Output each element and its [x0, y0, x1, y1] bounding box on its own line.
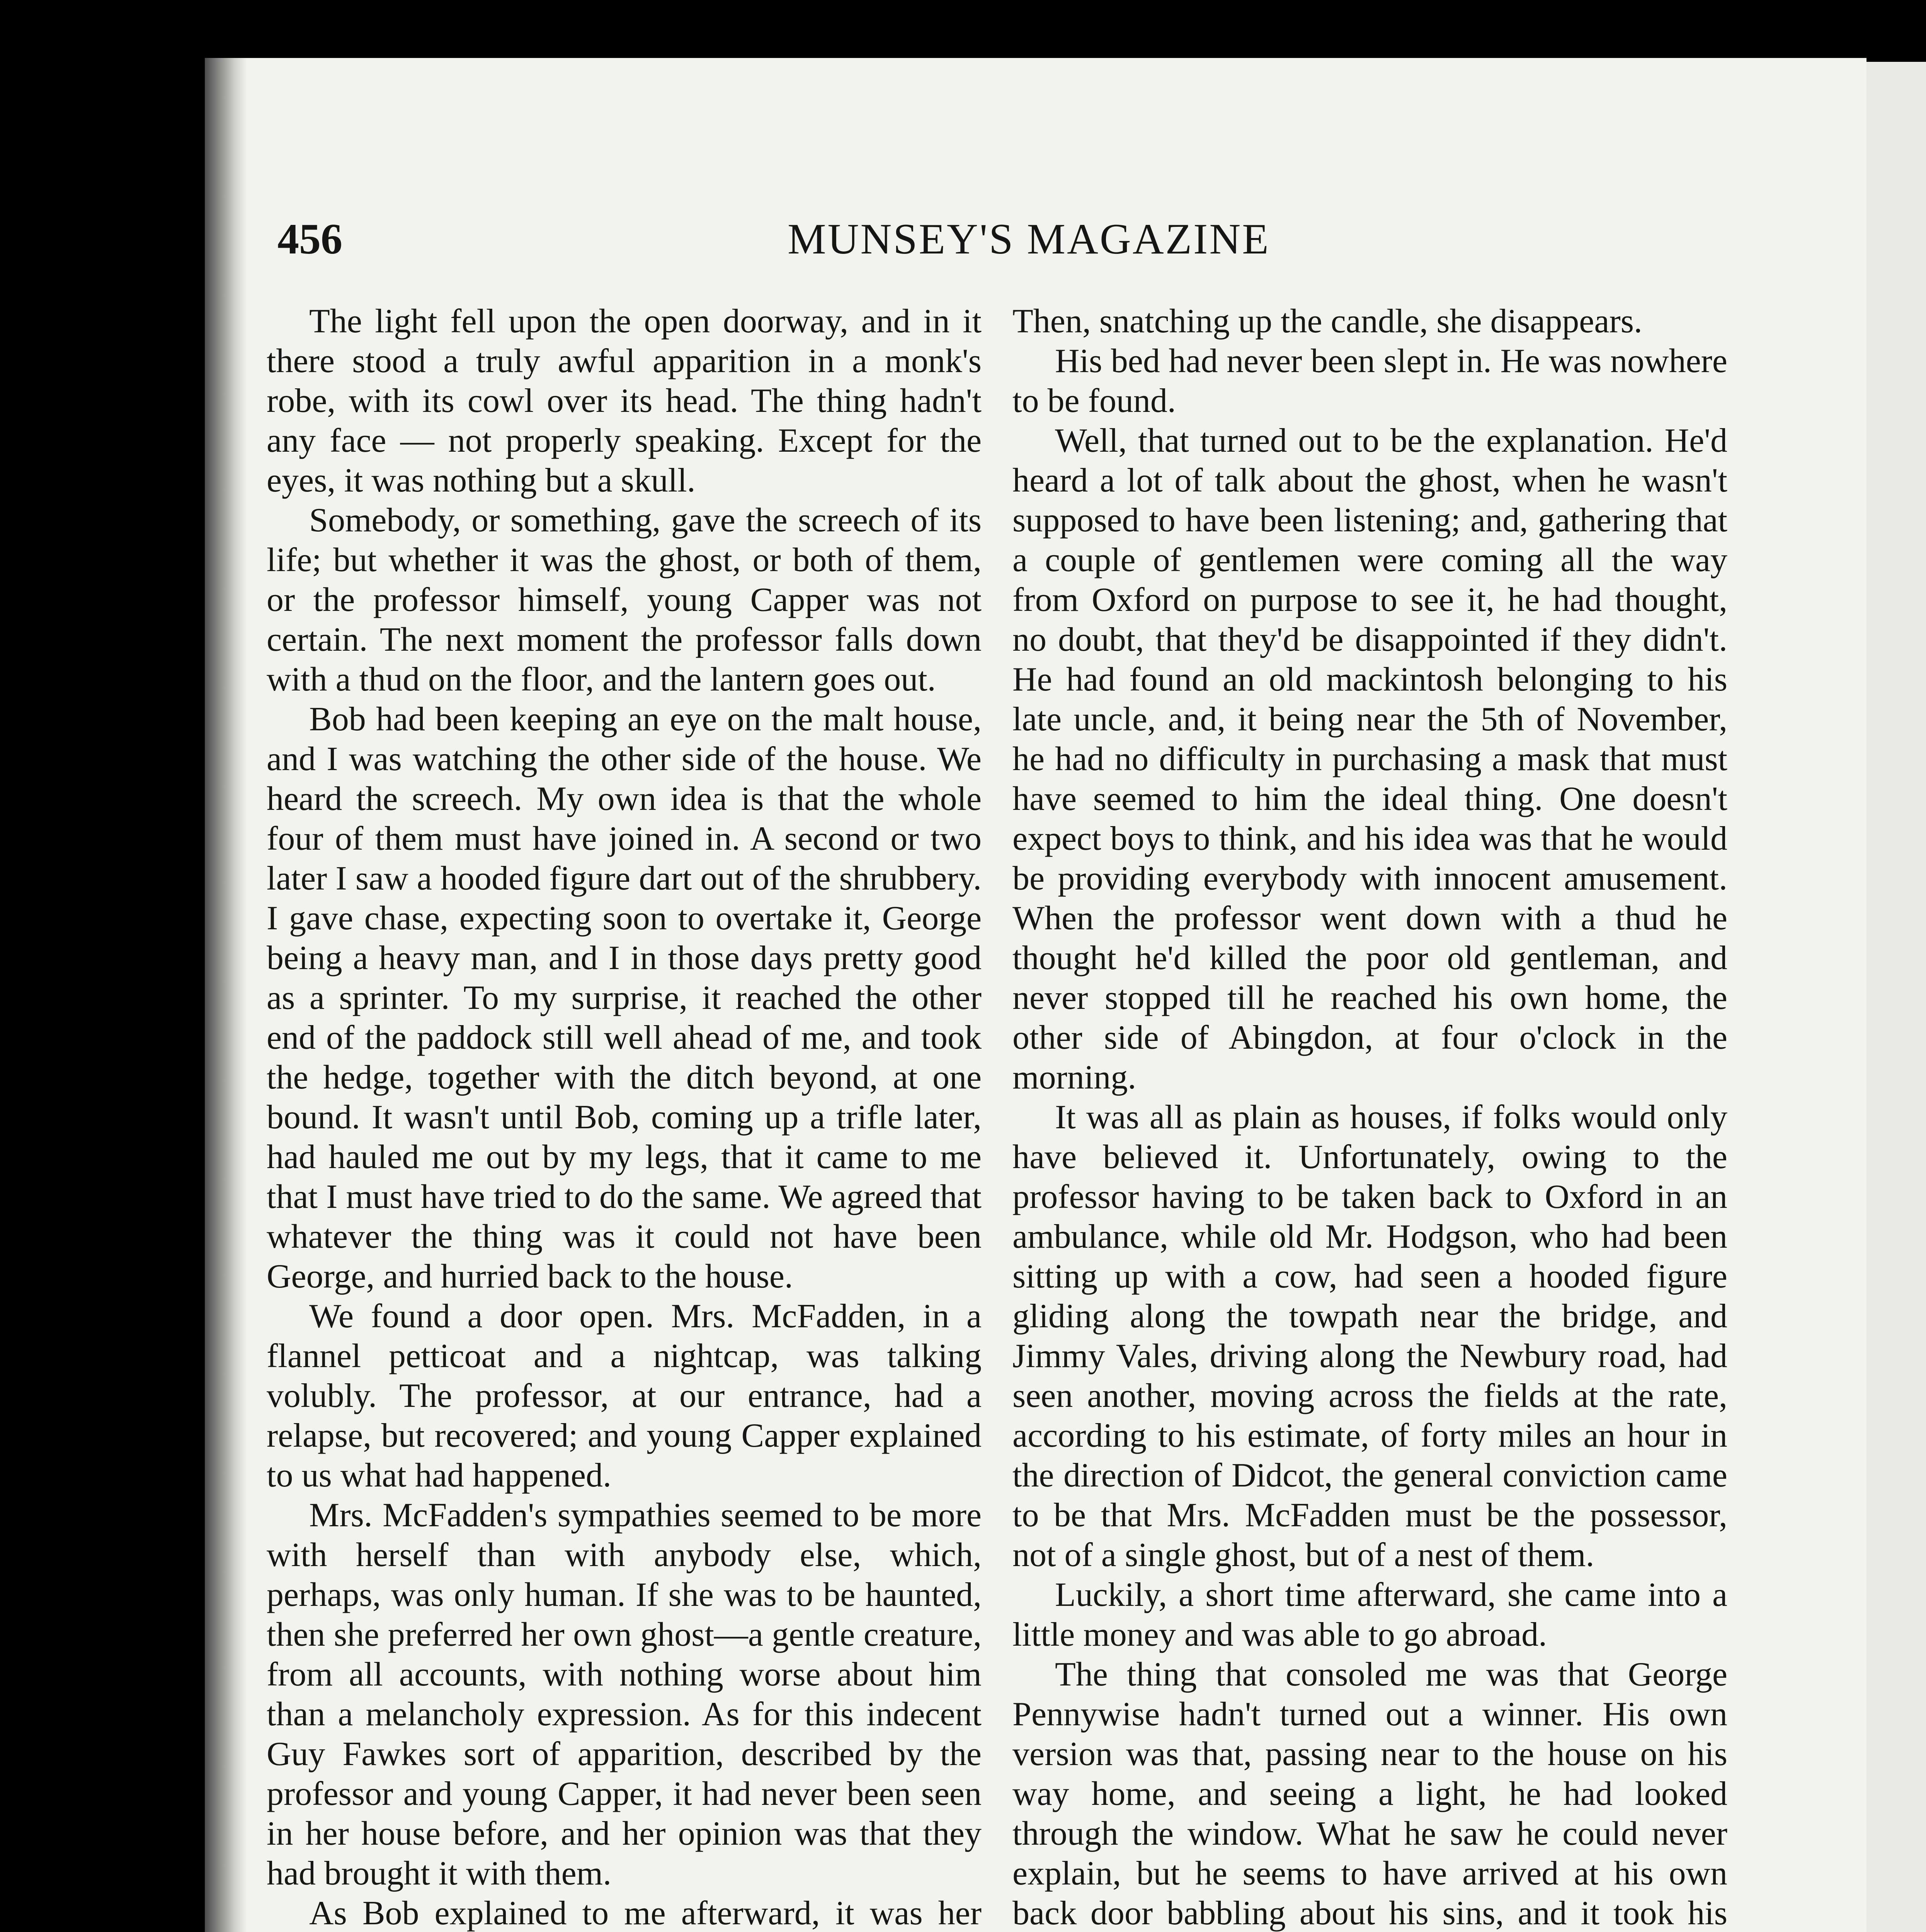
- left-column: [267, 301, 982, 1932]
- paragraph: The light fell upon the open doorway, and in it there stood a truly awful apparition in a monk's robe, with its cowl over its head. The thing hadn't any face — not properly speaking. Except for the eyes, it was nothing but a skull.: [267, 303, 982, 499]
- paragraph: Somebody, or something, gave the screech of its life; but whether it was the ghost, or both of them, or the professor himself, young Capper was not certain. The next moment the professor falls down with a thud on the floor, and the lantern goes out.: [267, 502, 982, 698]
- paragraph: His bed had never been slept in. He was nowhere to be found.: [1012, 342, 1727, 420]
- running-head: MUNSEY'S MAGAZINE: [788, 215, 1270, 263]
- paragraph: As Bob explained to me afterward, it was her: [309, 1895, 982, 1932]
- right-column: [1012, 301, 1727, 1932]
- paragraph: Well, that turned out to be the explanation. He'd heard a lot of talk about the ghost, when he wasn't supposed to have been listening; and, gathering that a couple of gentlemen were coming all the way from Oxford on purpose to see it, he had thought, no doubt, that they'd be disappointed if they didn't. He had found an old mackintosh belonging to his late uncle, and, it being near the 5th of November, he had no difficulty in purchasing a mask that must have seemed to him the ideal thing. One doesn't expect boys to think, and his idea was that he would be providing everybody with innocent amusement. When the professor went down with a thud he thought he'd killed the poor old gentleman, and never stopped till he reached his own home, the other side of Abingdon, at four o'clock in the morning.: [1012, 422, 1727, 1096]
- paragraph: Luckily, a short time afterward, she came into a little money and was able to go abroad.: [1012, 1576, 1727, 1653]
- page-header: [277, 214, 1707, 269]
- adjacent-page-strip: [1866, 62, 1926, 1932]
- paragraph: It was all as plain as houses, if folks would only have believed it. Unfortunately, owing to the professor having to be taken back to Oxford in an ambulance, while old Mr. Hodgson, who had been sitting up with a cow, had seen a hooded figure gliding along the towpath near the bridge, and Jimmy Vales, driving along the Newbury road, had seen another, moving across the fields at the rate, according to his estimate, of forty miles an hour in the direction of Didcot, the general conviction came to be that Mrs. McFadden must be the possessor, not of a single ghost, but of a nest of them.: [1012, 1099, 1727, 1574]
- paragraph: We found a door open. Mrs. McFadden, in a flannel petticoat and a nightcap, was talking volubly. The professor, at our entrance, had a relapse, but recovered; and young Capper explained to us what had happened.: [267, 1298, 982, 1494]
- page-number: 456: [277, 215, 342, 263]
- paragraph: Then, snatching up the candle, she disappears.: [1012, 303, 1642, 340]
- paragraph: The thing that consoled me was that George Pennywise hadn't turned out a winner. His own version was that, passing near to the house on his way home, and seeing a light, he had looked through the window. What he saw he could never explain, but he seems to have arrived at his own back door babbling about his sins, and it took his: [1012, 1656, 1727, 1932]
- gutter-shadow: [205, 58, 247, 1932]
- paragraph: Mrs. McFadden's sympathies seemed to be more with herself than with anybody else, which, perhaps, was only human. If she was to be haunted, then she preferred her own ghost—a gentle creature, from all accounts, with nothing worse about him than a melancholy expression. As for this indecent Guy Fawkes sort of apparition, described by the professor and young Capper, it had never been seen in her house before, and her opinion was that they had brought it with them.: [267, 1497, 982, 1892]
- paragraph: Bob had been keeping an eye on the malt house, and I was watching the other side of the house. We heard the screech. My own idea is that the whole four of them must have joined in. A second or two later I saw a hooded figure dart out of the shrubbery. I gave chase, expecting soon to overtake it, George being a heavy man, and I in those days pretty good as a sprinter. To my surprise, it reached the other end of the paddock still well ahead of me, and took the hedge, together with the ditch beyond, at one bound. It wasn't until Bob, coming up a trifle later, had hauled me out by my legs, that it came to me that I must have tried to do the same. We agreed that whatever the thing was it could not have been George, and hurried back to the house.: [267, 701, 982, 1295]
